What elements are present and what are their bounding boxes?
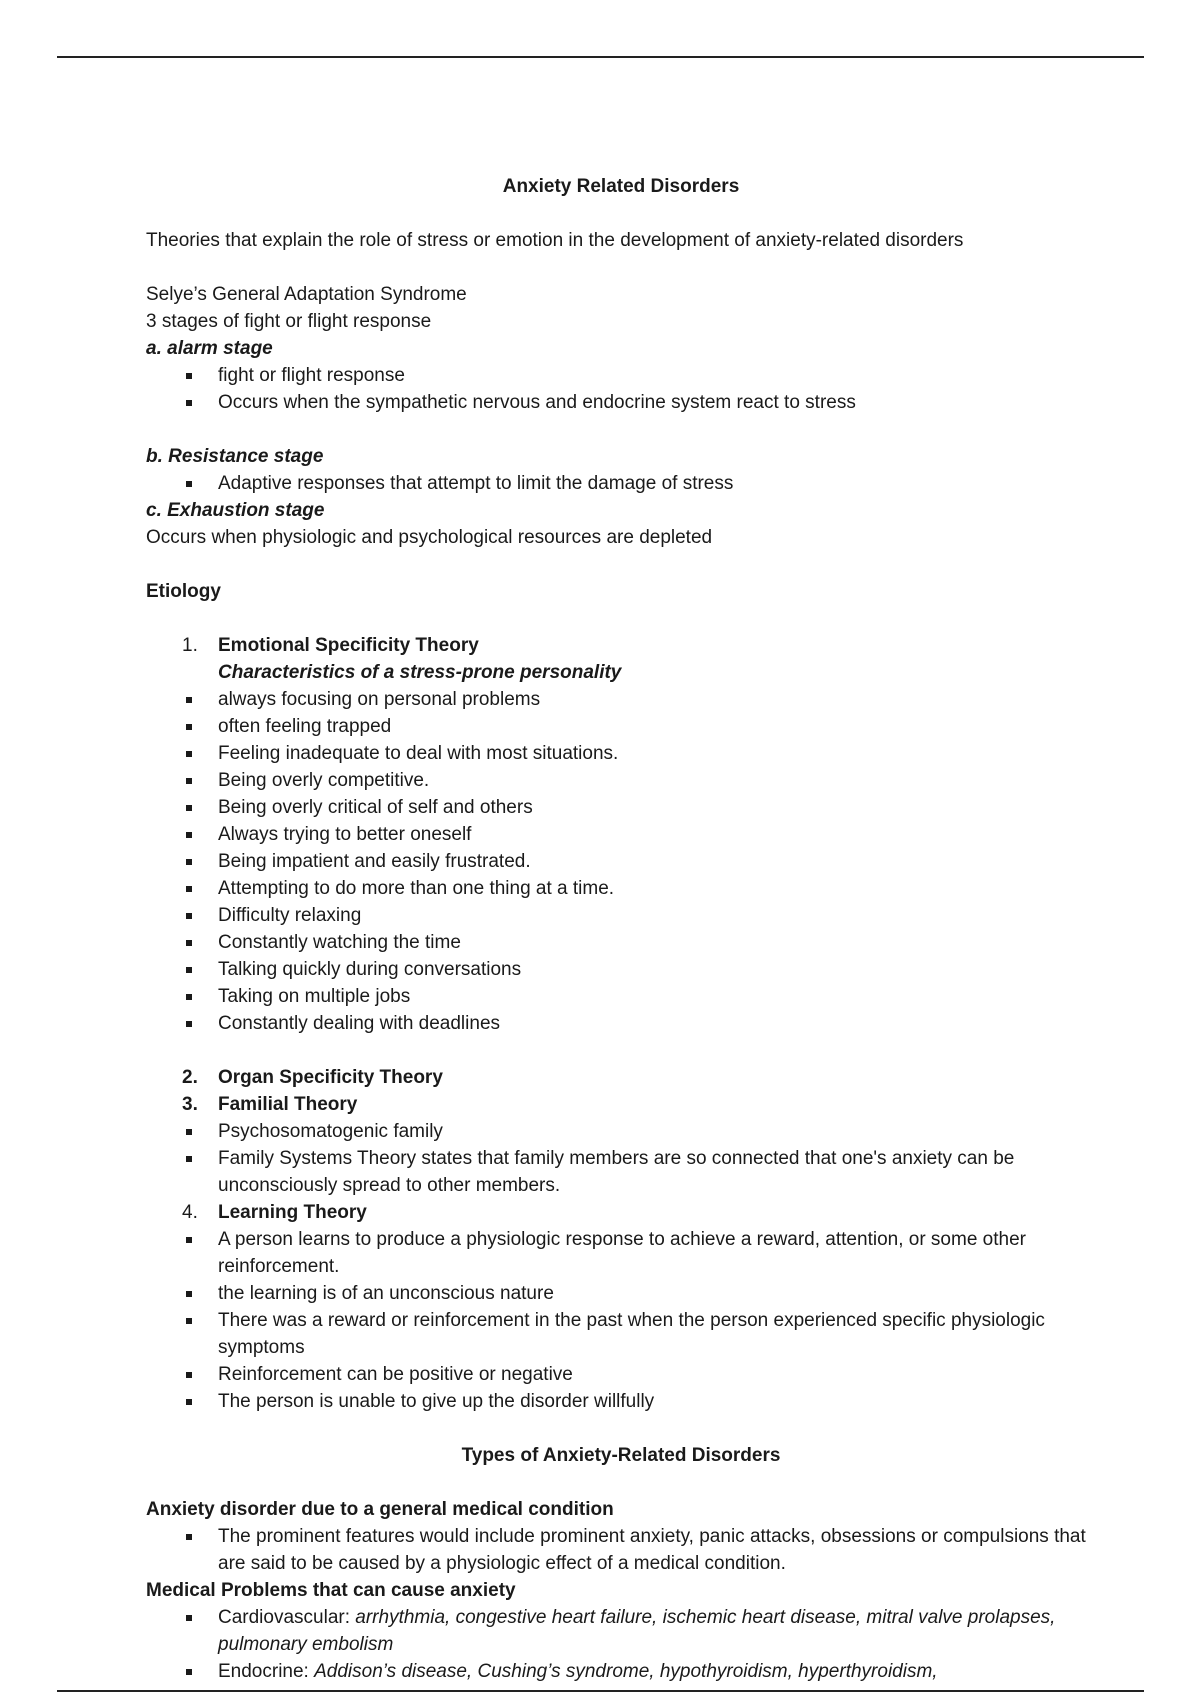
- list-item: Difficulty relaxing: [146, 902, 1096, 929]
- medical-problems-title: Medical Problems that can cause anxiety: [146, 1580, 516, 1601]
- learning-theory-title: Learning Theory: [218, 1202, 367, 1223]
- list-item: Adaptive responses that attempt to limit the damage of stress: [146, 470, 1096, 497]
- selye-heading: Selye’s General Adaptation Syndrome: [146, 284, 467, 305]
- list-item: fight or flight response: [146, 362, 1096, 389]
- etiology-heading: Etiology: [146, 581, 221, 602]
- resistance-stage-list: [146, 470, 1096, 497]
- top-rule: [57, 56, 1144, 58]
- familial-theory-heading: [146, 1091, 1096, 1118]
- list-item: always focusing on personal problems: [146, 686, 1096, 713]
- intro-text: Theories that explain the role of stress or emotion in the development of anxiety-related disorders: [146, 230, 964, 251]
- learning-theory-list: [146, 1226, 1096, 1415]
- list-item: Psychosomatogenic family: [146, 1118, 1096, 1145]
- list-item: [146, 1658, 1096, 1685]
- endocrine-conditions: Addison’s disease, Cushing’s syndrome, hypothyroidism, hyperthyroidism,: [314, 1661, 938, 1682]
- medical-problems-list: [146, 1604, 1096, 1685]
- organ-theory-heading: [146, 1064, 1096, 1091]
- list-item: Occurs when the sympathetic nervous and endocrine system react to stress: [146, 389, 1096, 416]
- cardiovascular-conditions: arrhythmia, congestive heart failure, ischemic heart disease, mitral valve prolapses, pulmonary embolism: [218, 1607, 1056, 1655]
- list-item: Being overly competitive.: [146, 767, 1096, 794]
- emotional-theory-heading: [146, 632, 1096, 659]
- cardiovascular-label: Cardiovascular:: [218, 1607, 350, 1628]
- list-item: Attempting to do more than one thing at a time.: [146, 875, 1096, 902]
- endocrine-label: Endocrine:: [218, 1661, 309, 1682]
- exhaustion-stage-text: Occurs when physiologic and psychological resources are depleted: [146, 527, 713, 548]
- list-number: 3.: [182, 1094, 198, 1115]
- familial-theory-title: Familial Theory: [218, 1094, 358, 1115]
- list-number: 1.: [182, 635, 198, 656]
- emotional-theory-subtitle: Characteristics of a stress-prone personality: [218, 662, 622, 683]
- stress-prone-list: [146, 686, 1096, 1037]
- list-item: Being impatient and easily frustrated.: [146, 848, 1096, 875]
- bottom-rule: [57, 1690, 1144, 1692]
- list-item: Talking quickly during conversations: [146, 956, 1096, 983]
- list-item: A person learns to produce a physiologic response to achieve a reward, attention, or some other reinforcement.: [146, 1226, 1096, 1280]
- exhaustion-stage-title: c. Exhaustion stage: [146, 500, 325, 521]
- resistance-stage-title: b. Resistance stage: [146, 446, 324, 467]
- learning-theory-heading: [146, 1199, 1096, 1226]
- types-heading: Types of Anxiety-Related Disorders: [461, 1445, 781, 1466]
- medical-condition-list: [146, 1523, 1096, 1577]
- list-item: The prominent features would include prominent anxiety, panic attacks, obsessions or compulsions that are said to be caused by a physiologic effect of a medical condition.: [146, 1523, 1096, 1577]
- list-item: [146, 1604, 1096, 1658]
- list-item: Always trying to better oneself: [146, 821, 1096, 848]
- list-item: often feeling trapped: [146, 713, 1096, 740]
- list-item: There was a reward or reinforcement in the past when the person experienced specific physiologic symptoms: [146, 1307, 1096, 1361]
- list-item: Family Systems Theory states that family members are so connected that one's anxiety can be unconsciously spread to other members.: [146, 1145, 1096, 1199]
- selye-subheading: 3 stages of fight or flight response: [146, 311, 432, 332]
- list-number: 2.: [182, 1067, 198, 1088]
- list-item: Feeling inadequate to deal with most situations.: [146, 740, 1096, 767]
- page-title: Anxiety Related Disorders: [502, 176, 740, 197]
- list-item: Constantly watching the time: [146, 929, 1096, 956]
- list-item: Being overly critical of self and others: [146, 794, 1096, 821]
- list-item: Reinforcement can be positive or negative: [146, 1361, 1096, 1388]
- medical-condition-title: Anxiety disorder due to a general medical condition: [146, 1499, 614, 1520]
- alarm-stage-list: [146, 362, 1096, 416]
- emotional-theory-title: Emotional Specificity Theory: [218, 635, 479, 656]
- document-body: [146, 173, 1096, 1685]
- list-item: The person is unable to give up the disorder willfully: [146, 1388, 1096, 1415]
- list-item: Constantly dealing with deadlines: [146, 1010, 1096, 1037]
- organ-theory-title: Organ Specificity Theory: [218, 1067, 443, 1088]
- list-item: Taking on multiple jobs: [146, 983, 1096, 1010]
- alarm-stage-title: a. alarm stage: [146, 338, 273, 359]
- familial-theory-list: [146, 1118, 1096, 1199]
- list-number: 4.: [182, 1202, 198, 1223]
- list-item: the learning is of an unconscious nature: [146, 1280, 1096, 1307]
